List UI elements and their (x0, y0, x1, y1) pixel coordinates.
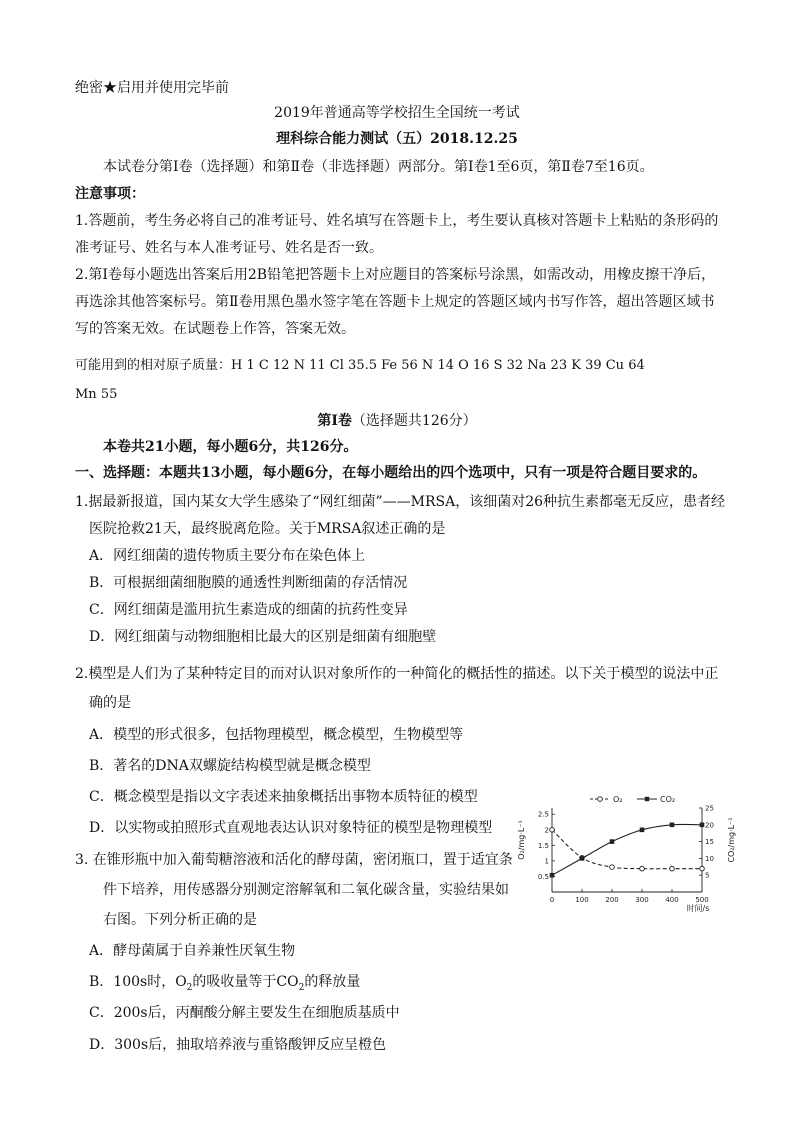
legend-co2-marker (645, 797, 649, 801)
note-1-line-1: 1.答题前，考生务必将自己的准考证号、姓名填写在答题卡上，考生要认真核对答题卡上粘贴的条形码的 (75, 213, 719, 229)
o2-data-point (550, 827, 555, 832)
legend-o2-label: O₂ (613, 795, 623, 804)
atomic-masses-line-1: 可能用到的相对原子质量：H 1 C 12 N 11 Cl 35.5 Fe 56 N 14 O 16 S 32 Na 23 K 39 Cu 64 (75, 358, 645, 373)
exam-subtitle: 理科综合能力测试（五）2018.12.25 (276, 131, 518, 147)
subscript-2: 2 (186, 982, 193, 993)
q1-stem-line-2: 医院抢救21天，最终脱离危险。关于MRSA叙述正确的是 (89, 521, 446, 537)
x-axis-label: 时间/s (686, 904, 710, 913)
legend (590, 795, 675, 804)
x-tick-label: 100 (575, 896, 589, 904)
q3-stem-line-2: 件下培养，用传感器分别测定溶解氧和二氧化碳含量，实验结果如 (103, 882, 509, 898)
o2-data-point (610, 865, 615, 870)
x-tick-label: 0 (549, 896, 555, 904)
y-right-tick-label: 15 (705, 838, 714, 847)
y-left-axis-label: O₂/mg·L⁻¹ (517, 820, 526, 860)
y-left-tick-label: 0.5 (537, 872, 549, 881)
q1-stem-line-1: 1.据最新报道，国内某女大学生感染了“网红细菌”——MRSA，该细菌对26种抗生素都毫无反应，患者经 (75, 494, 726, 510)
part1-title-note: （选择题共126分） (351, 413, 477, 429)
q3-option-b-part1: B．100s时，O (89, 974, 187, 990)
y-right-axis-label: CO₂/mg·L⁻¹ (727, 817, 736, 863)
co2-data-point (610, 839, 615, 844)
o2-data-point (670, 866, 675, 871)
x-tick-label: 400 (665, 896, 679, 904)
note-2-line-1: 2.第Ⅰ卷每小题选出答案后用2B铅笔把答题卡上对应题目的答案标号涂黑，如需改动，用橡皮擦干净后， (75, 267, 716, 283)
y-left-tick-label: 2 (544, 826, 549, 835)
q2-stem-line-2: 确的是 (89, 695, 131, 711)
x-tick-label: 300 (635, 896, 649, 904)
q3-option-b-part2: 的吸收量等于CO (192, 974, 299, 990)
co2-data-point (670, 823, 675, 828)
legend-o2-marker (598, 797, 603, 802)
section-heading: 一、选择题：本题共13小题，每小题6分，在每小题给出的四个选项中，只有一项是符合题目要求的。 (75, 465, 707, 481)
y-right-tick-label: 10 (705, 854, 714, 863)
y-left-tick-label: 2.5 (537, 810, 549, 819)
q2-option-d: D．以实物或拍照形式直观地表达认识对象特征的模型是物理模型 (89, 820, 493, 836)
subscript-2: 2 (298, 982, 305, 993)
q1-option-d: D．网红细菌与动物细胞相比最大的区别是细菌有细胞壁 (89, 629, 437, 645)
y-left-tick-label: 1.5 (537, 841, 549, 850)
co2-data-point (700, 823, 705, 828)
co2-data-point (640, 828, 645, 833)
part1-title-main: 第Ⅰ卷 (317, 413, 352, 429)
y-right-tick-label: 5 (705, 871, 710, 880)
q3-option-d: D．300s后，抽取培养液与重铬酸钾反应呈橙色 (89, 1037, 387, 1053)
q3-stem-line-1: 3. 在锥形瓶中加入葡萄糖溶液和活化的酵母菌，密闭瓶口，置于适宜条 (75, 852, 513, 868)
o2-data-point (700, 866, 705, 871)
part1-summary: 本卷共21小题，每小题6分，共126分。 (103, 439, 358, 455)
confidential-label: 绝密★启用并使用完毕前 (75, 80, 229, 96)
note-2-line-2: 再选涂其他答案标号。第Ⅱ卷用黑色墨水签字笔在答题卡上规定的答题区域内书写作答，超出答题区域书 (75, 294, 715, 310)
q2-stem-line-1: 2.模型是人们为了某种特定目的而对认识对象所作的一种简化的概括性的描述。以下关于模型的说法中正 (75, 666, 719, 682)
notes-heading: 注意事项： (75, 186, 145, 202)
q2-option-c: C．概念模型是指以文字表述来抽象概括出事物本质特征的模型 (89, 789, 478, 805)
exam-title: 2019年普通高等学校招生全国统一考试 (274, 105, 520, 121)
legend-co2-label: CO₂ (660, 795, 676, 804)
co2-series-line (552, 824, 702, 875)
q1-option-b: B．可根据细菌细胞膜的通透性判断细菌的存活情况 (89, 575, 408, 591)
note-1-line-2: 准考证号、姓名与本人准考证号、姓名是否一致。 (75, 240, 383, 256)
q3-option-b (89, 972, 360, 998)
q2-option-a: A．模型的形式很多，包括物理模型，概念模型，生物模型等 (89, 727, 464, 743)
q3-stem-line-3: 右图。下列分析正确的是 (103, 912, 257, 928)
part1-title (0, 411, 794, 431)
x-tick-label: 500 (695, 896, 709, 904)
q1-option-c: C．网红细菌是滥用抗生素造成的细菌的抗药性变异 (89, 602, 408, 618)
intro-text: 本试卷分第Ⅰ卷（选择题）和第Ⅱ卷（非选择题）两部分。第Ⅰ卷1至6页，第Ⅱ卷7至16页。 (103, 159, 654, 175)
atomic-masses-line-2: Mn 55 (75, 387, 118, 402)
x-tick-label: 200 (605, 896, 619, 904)
q3-option-b-part3: 的释放量 (304, 974, 361, 990)
y-right-tick-label: 25 (705, 804, 714, 813)
q1-option-a: A．网红细菌的遗传物质主要分布在染色体上 (89, 548, 366, 564)
note-2-line-3: 写的答案无效。在试题卷上作答，答案无效。 (75, 321, 355, 337)
q2-option-b: B．著名的DNA双螺旋结构模型就是概念模型 (89, 758, 371, 774)
co2-data-point (550, 873, 555, 878)
q3-option-a: A．酵母菌属于自养兼性厌氧生物 (89, 943, 296, 959)
co2-data-point (580, 856, 585, 861)
q3-option-c: C．200s后，丙酮酸分解主要发生在细胞质基质中 (89, 1005, 400, 1021)
o2-data-point (640, 866, 645, 871)
y-right-tick-label: 20 (705, 821, 714, 830)
y-left-tick-label: 1 (544, 857, 549, 866)
o2-co2-chart (510, 790, 740, 915)
